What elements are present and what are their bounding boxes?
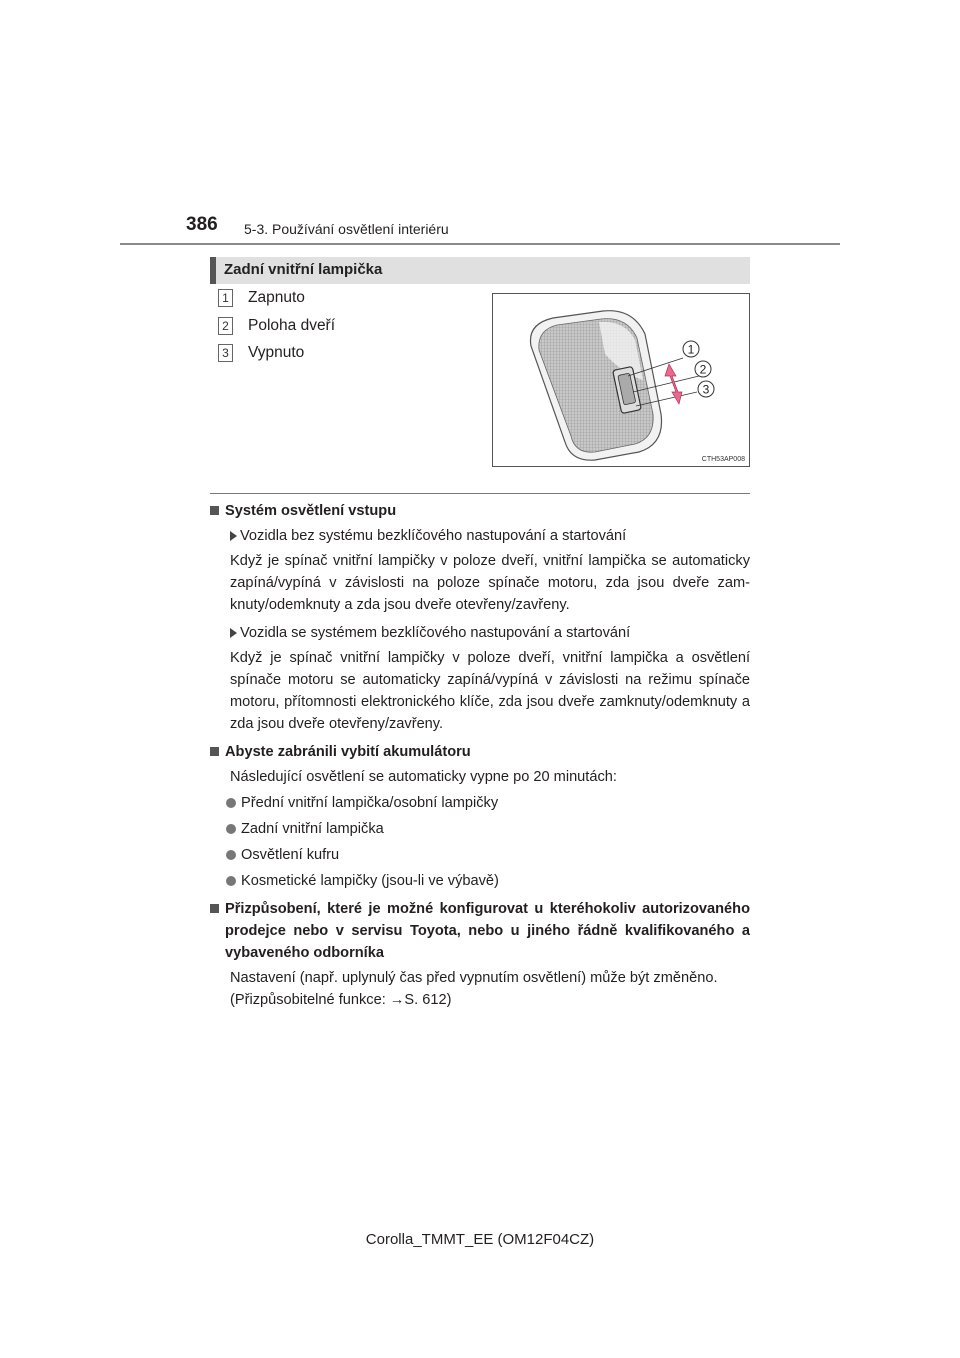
callout-number: 2 <box>699 362 707 377</box>
list-item: Osvětlení kufru <box>210 844 750 866</box>
variant-heading: Vozidla bez systému bezklíčového nastupování a startování <box>210 525 750 547</box>
chapter-title: 5-3. Používání osvětlení interiéru <box>244 221 449 237</box>
legend-label: Poloha dveří <box>248 317 336 334</box>
legend-item <box>218 344 304 362</box>
variant-heading: Vozidla se systémem bezklíčového nastupování a startování <box>210 622 750 644</box>
paragraph: (Přizpůsobitelné funkce: →S. 612) <box>230 992 452 1008</box>
legend-number: 3 <box>218 344 233 362</box>
list-item: Zadní vnitřní lampička <box>210 818 750 840</box>
header-divider <box>120 243 840 245</box>
list-item: Kosmetické lampičky (jsou-li ve výbavě) <box>210 870 750 892</box>
paragraph: Nastavení (např. uplynulý čas před vypnutím osvětlení) může být změněno. <box>230 970 718 986</box>
lamp-illustration <box>492 293 750 467</box>
section-divider <box>210 493 750 494</box>
list-item: Přední vnitřní lampička/osobní lampičky <box>210 792 750 814</box>
subsection-heading: Abyste zabránili vybití akumulátoru <box>210 741 750 763</box>
legend-number: 1 <box>218 289 233 307</box>
figure-code: CTH53AP008 <box>701 456 745 463</box>
callout-number: 1 <box>687 342 695 357</box>
legend-item <box>218 317 335 335</box>
section-header <box>210 257 750 284</box>
callout-number: 3 <box>702 382 710 397</box>
page-number: 386 <box>186 214 218 235</box>
legend-number: 2 <box>218 317 233 335</box>
subsection-heading: Systém osvětlení vstupu <box>210 500 750 522</box>
footer-doc-id: Corolla_TMMT_EE (OM12F04CZ) <box>365 1231 595 1248</box>
paragraph: Když je spínač vnitřní lampičky v poloze dveří, vnitřní lampička se automaticky zapíná/vypíná v závislosti na poloze spínače motoru, zda jsou dveře zamknuty/odemknuty a zda jsou dveře otevřeny/zavřeny. <box>230 553 750 613</box>
subsection-heading: Přizpůsobení, které je možné konfigurovat u kteréhokoliv autorizovaného prodejce nebo v servisu Toyota, nebo u jiného řádně kvalifikovaného a vybaveného odborníka <box>210 898 750 964</box>
rear-lamp-icon <box>493 294 749 466</box>
legend-label: Zapnuto <box>248 289 305 306</box>
paragraph: Následující osvětlení se automaticky vypne po 20 minutách: <box>230 769 617 785</box>
legend-label: Vypnuto <box>248 344 305 361</box>
paragraph: Když je spínač vnitřní lampičky v poloze dveří, vnitřní lampička a osvětlení spínače motoru se automaticky zapíná/vypíná v závislosti na režimu spínače motoru, přítomnosti elektronického klíče, zda jsou dveře zamknuty/odemknuty a zda jsou dveře otevřeny/zavřeny. <box>230 650 750 732</box>
legend-item <box>218 289 305 307</box>
section-title: Zadní vnitřní lampička <box>224 261 383 278</box>
body-text <box>210 500 750 1011</box>
section-header-bar <box>210 257 216 284</box>
